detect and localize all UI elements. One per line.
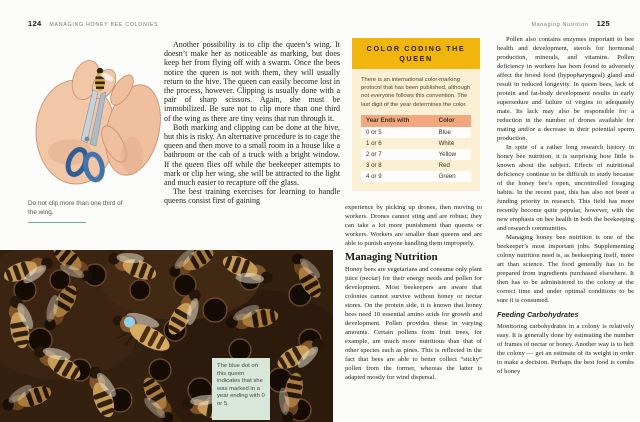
paragraph: Another possibility is to clip the queen’s wing. It doesn’t make her as noticeable as marking, but does keep her from flying off with a swarm. Once the bees notice the queen is not with them, they will usually return to the hive. The queen can easily become lost in the process, however. Clipping is usually done with a pair of sharp scissors. Again, she must be immobilized. Be sure not to clip more than one third of the wing as there are tiny veins that run through it. <box>164 40 340 123</box>
page-number-left: 124 <box>28 19 42 28</box>
queen-bee-photo <box>0 250 333 422</box>
paragraph: Both marking and clipping can be done at the hive, but this is risky. An alternative procedure is to cage the queen and then move to a small room in a house like a bathroom or the cab of a truck with a bright window. If the queen flies off while the beekeeper attempts to mark or clip her wing, she will be attracted to the light and much easier to recapture off the glass. <box>164 122 340 188</box>
table-row <box>361 127 471 138</box>
year-cell: 4 or 9 <box>361 171 434 182</box>
running-head-left-text: MANAGING HONEY BEE COLONIES <box>49 22 159 28</box>
color-code-table <box>361 115 471 182</box>
color-cell: Red <box>438 161 450 169</box>
section-heading: Managing Nutrition <box>345 251 438 263</box>
table-row <box>361 160 471 171</box>
page-number-right: 125 <box>596 19 610 28</box>
year-cell: 0 or 5 <box>361 127 434 138</box>
color-cell: Blue <box>434 127 471 138</box>
column-header: Year Ends with <box>361 115 434 127</box>
year-cell: 2 or 7 <box>361 149 434 160</box>
paragraph: Honey bees are vegetarians and consume only plant juice (nectar) for their energy needs and pollen for development. Most beekeepers are aware that colonies cannot survive without honey or nectar stores. On the protein side, it is known that honey bees need 10 essential amino acids for growth and development. Pollen provides these in varying amounts. Certain pollens from fruit trees, for example, are much more nutritious than that of other species such as pines. This is reflected in the fact that bees are able to better collect “sticky” pollen from the former, whereas the latter is adapted mostly for wind dispersal. <box>345 266 482 381</box>
column-header: Color <box>434 115 471 127</box>
running-head-right <box>532 13 610 31</box>
color-cell: White <box>438 139 455 147</box>
color-cell: Yellow <box>434 149 471 160</box>
callout-title: COLOR CODING THE QUEEN <box>352 38 480 69</box>
paragraph: Monitoring carbohydrates in a colony is relatively easy. It is generally done by estimating the number of frames of nectar or honey. Another way is to heft the colony — get an estimate of its weight in order to make a decision. Perhaps the best food is combs of honey <box>497 323 634 375</box>
running-head-left <box>28 13 158 31</box>
table-header-row <box>361 115 471 127</box>
illustration-caption <box>28 200 128 223</box>
paragraph: Pollen also contains enzymes important to bee health and development, sterols for hormonal production, minerals, and vitamins. Pollen deficiency in workers has been found to adversely affect the brood food (hypopharyngeal) gland and result in reduced longevity. In queen bees, lack of protein and fat-body development results in early supersedure and failure of virgins to adequately mate. Its lack may also be responsible for a reduction in the number of drones available for mating and/or a decrease in their potential sperm production. <box>497 36 634 142</box>
left-page-text-column <box>164 40 340 206</box>
running-head-right-text: Managing Nutrition <box>531 22 589 28</box>
right-page-column-2 <box>497 35 634 376</box>
right-page-column-1 <box>345 203 482 382</box>
wing-clipping-illustration <box>30 40 162 195</box>
table-row <box>361 171 471 182</box>
table-row <box>361 149 471 160</box>
color-cell: Green <box>434 171 471 182</box>
callout-body <box>352 69 480 191</box>
year-cell: 1 or 6 <box>366 139 382 147</box>
color-coding-callout <box>352 38 480 191</box>
photo-caption <box>212 358 270 420</box>
table-row <box>361 138 471 149</box>
illustration-caption-text: Do not clip more than one third of the wing. <box>28 200 123 216</box>
paragraph: experience by picking up drones, then moving to workers. Drones cannot sting and are robust; they can take a lot more punishment than queens or workers. Workers are smaller than queens and are able to punish anyone handling them improperly. <box>345 204 482 247</box>
photo-caption-text: The blue dot on this queen indicates that she was marked in a year ending with 0 or 5. <box>217 363 265 407</box>
paragraph: Managing honey bee nutrition is one of the beekeeper’s most important jobs. Supplementing colony nutrition need is, as beekeeping itself, more art than science. The food generally has to be prepared from ingredients purchased elsewhere. It then has to be administered to the colony at the correct time and under optimal conditions to be sure it is consumed. <box>497 234 634 304</box>
paragraph: The best training exercises for learning to handle queens consist first of gaining <box>164 187 340 206</box>
caption-rule <box>28 222 86 223</box>
year-cell: 3 or 8 <box>366 161 382 169</box>
subsection-heading: Feeding Carbohydrates <box>497 310 579 319</box>
paragraph: In spite of a rather long research history in honey bee nutrition, it is surprising how little is known about the subject. Effects of nutritional deficiency continue to be difficult to study because of the honey bee’s open, uncontrolled foraging habits. In the recent past, this has also not been a funding priority in research. This field has more recently become quite popular, however, with the new emphasis on bee health in both the beekeeping and research communities. <box>497 144 634 232</box>
callout-intro: There is an international color-marking protocol that has been published, although not everyone follows this convention. The last digit of the year determines the color. <box>361 77 471 108</box>
